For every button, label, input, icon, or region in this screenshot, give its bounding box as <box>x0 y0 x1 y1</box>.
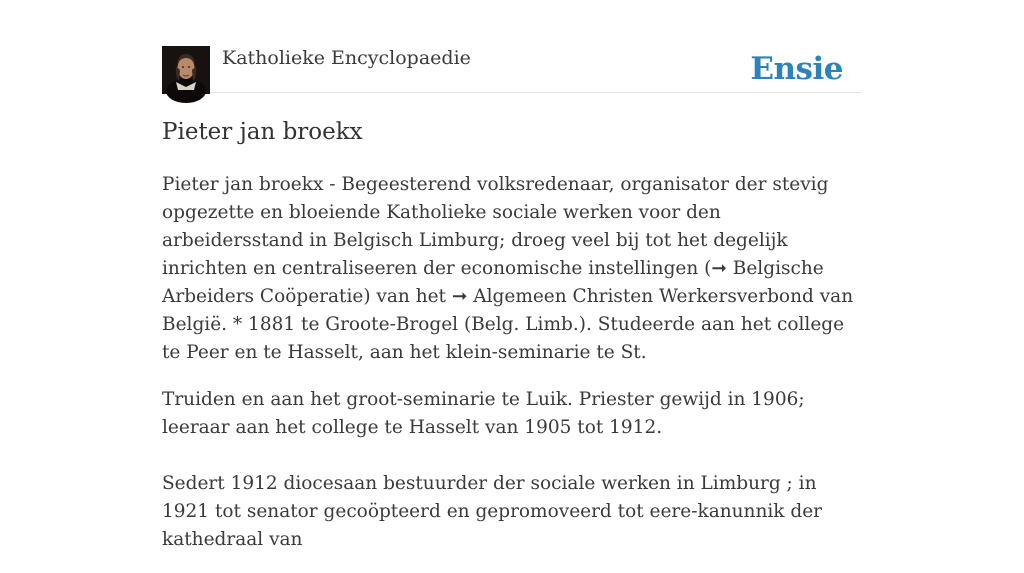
page-title: Pieter jan broekx <box>162 119 363 145</box>
page <box>162 0 862 573</box>
site-title[interactable]: Katholieke Encyclopaedie <box>222 47 471 69</box>
article-paragraph: Sedert 1912 diocesaan bestuurder der sociale werken in Limburg ; in 1921 tot senator gecoöpteerd en gepromoveerd tot eere-kanunnik der kathedraal van <box>162 473 823 550</box>
site-header <box>162 0 862 93</box>
article-paragraph: Truiden en aan het groot-seminarie te Luik. Priester gewijd in 1906; leeraar aan het college te Hasselt van 1905 tot 1912. <box>162 389 805 438</box>
article-body <box>162 171 862 554</box>
article-paragraph: Pieter jan broekx - Begeesterend volksredenaar, organisator der stevig opgezette en bloeiende Katholieke sociale werken voor den arbeidersstand in Belgisch Limburg; droeg veel bij tot het degelijk inrichten en centraliseeren der economische instellingen (➞ Belgische Arbeiders Coöperatie) van het ➞ Algemeen Christen Werkersverbond van België. * 1881 te Groote-Brogel (Belg. Limb.). Studeerde aan het college te Peer en te Hasselt, aan het klein-seminarie te St. <box>162 174 854 363</box>
portrait-avatar-image <box>162 46 210 94</box>
portrait-avatar-icon[interactable] <box>162 46 210 94</box>
brand-logo[interactable]: Ensie <box>750 51 843 87</box>
